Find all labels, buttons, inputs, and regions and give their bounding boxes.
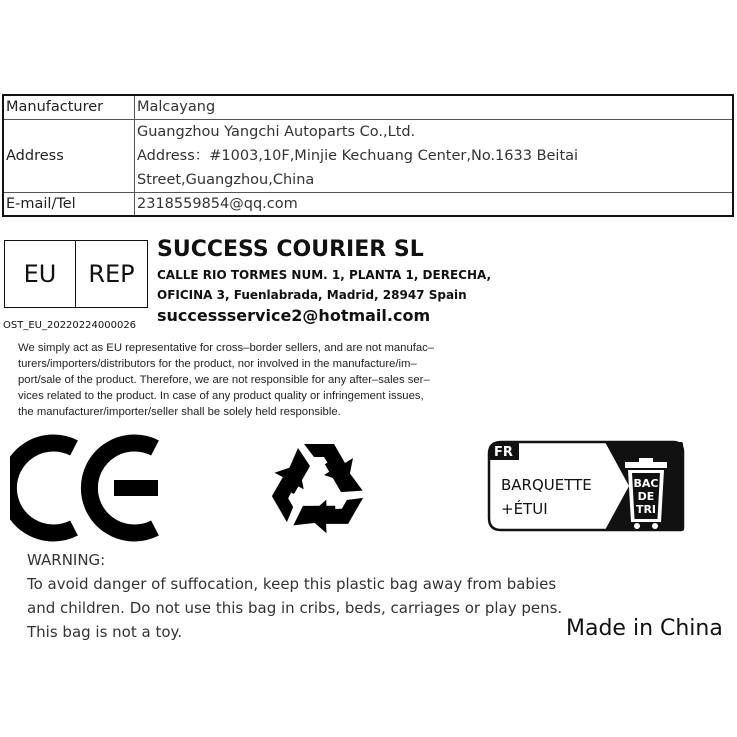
eu-rep-email: successservice2@hotmail.com [157, 306, 431, 325]
disclaimer-line: the manufacturer/importer/seller shall be solely held responsible. [18, 406, 341, 418]
manufacturer-table [2, 94, 734, 217]
eu-rep-box [4, 240, 148, 308]
address-label: Address [3, 119, 135, 192]
triman-item: BARQUETTE [501, 476, 592, 494]
table-row [3, 119, 733, 192]
address-value [135, 119, 734, 192]
eu-rep-address-line: CALLE RIO TORMES NUM. 1, PLANTA 1, DERECHA, [157, 268, 492, 282]
bin-label: DE [637, 490, 655, 503]
made-in-label: Made in China [566, 616, 723, 641]
warning-title: WARNING: [27, 551, 106, 569]
table-row [3, 95, 733, 119]
address-line: Guangzhou Yangchi Autoparts Co.,Ltd. [137, 123, 416, 140]
eu-rep-address-line: OFICINA 3, Fuenlabrada, Madrid, 28947 Spain [157, 288, 467, 302]
triman-country: FR [494, 445, 513, 460]
warning-line: To avoid danger of suffocation, keep this plastic bag away from babies [27, 575, 557, 593]
eu-label: EU [5, 241, 76, 307]
disclaimer-line: turers/importers/distributors for the product, nor involved in the manufacture/im– [18, 358, 417, 370]
table-row [3, 192, 733, 216]
disclaimer-line: port/sale of the product. Therefore, we are not responsible for any after–sales ser– [18, 374, 430, 386]
disclaimer-line: vices related to the product. In case of any product quality or infringement issues, [18, 390, 424, 402]
email-label: E-mail/Tel [3, 192, 135, 216]
bin-label: TRI [635, 503, 657, 516]
address-line: Street,Guangzhou,China [137, 171, 315, 188]
manufacturer-value: Malcayang [135, 95, 734, 119]
eu-rep-code: OST_EU_20220224000026 [3, 320, 137, 331]
bin-label: BAC [633, 477, 659, 490]
recycle-icon [262, 432, 374, 544]
warning-line: and children. Do not use this bag in cribs, beds, carriages or play pens. [27, 599, 563, 617]
disclaimer-line: We simply act as EU representative for cross–border sellers, and are not manufac– [18, 342, 435, 354]
eu-rep-company: SUCCESS COURIER SL [157, 237, 424, 262]
warning [27, 548, 562, 644]
address-line: Address：#1003,10F,Minjie Kechuang Center,No.1633 Beitai [137, 147, 579, 164]
ce-mark-icon [10, 432, 168, 544]
triman-label [487, 440, 687, 536]
rep-label: REP [88, 260, 135, 288]
manufacturer-label: Manufacturer [3, 95, 135, 119]
disclaimer [18, 340, 488, 420]
warning-line: This bag is not a toy. [27, 623, 183, 641]
triman-item: +ÉTUI [501, 500, 548, 518]
email-value: 2318559854@qq.com [135, 192, 734, 216]
